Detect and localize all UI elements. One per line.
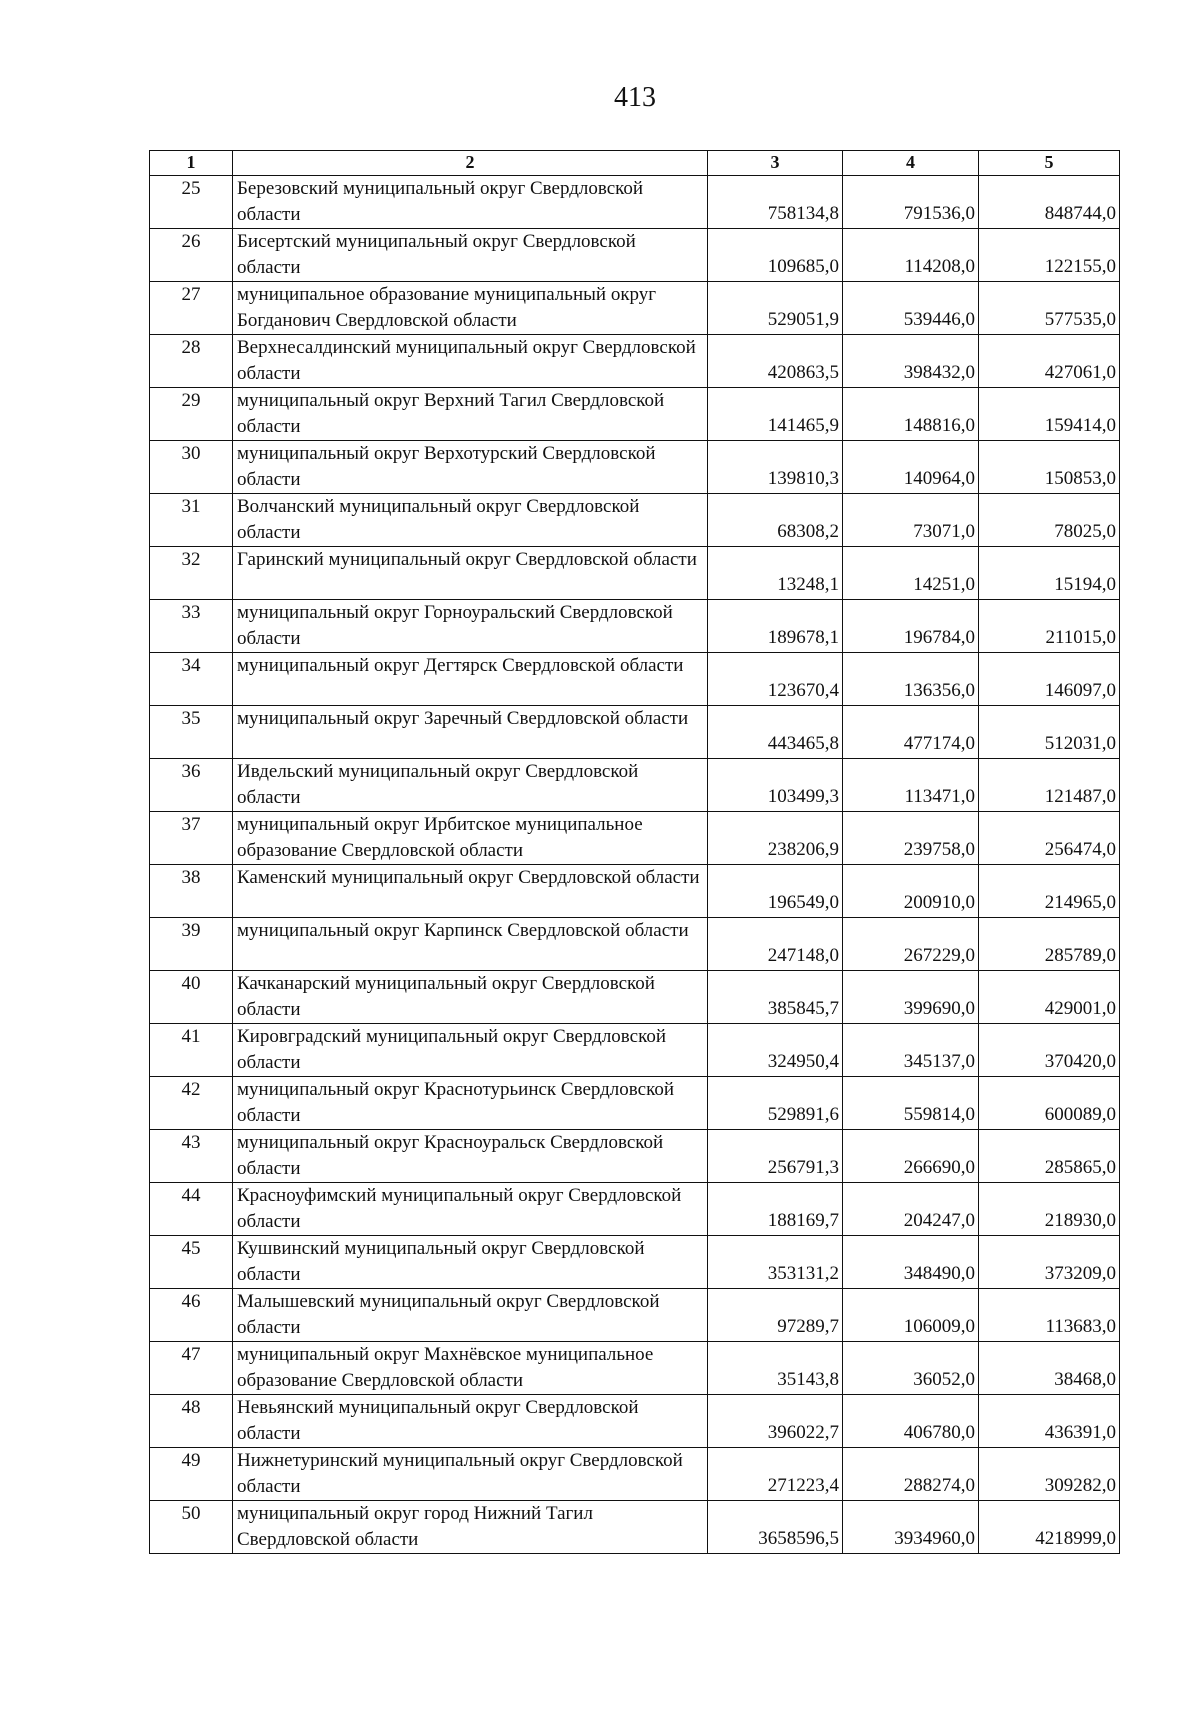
- header-col-2: 2: [233, 151, 708, 176]
- value-col-3: 529051,9: [708, 282, 843, 335]
- table-row: [150, 1289, 1120, 1342]
- value-col-5: 512031,0: [979, 706, 1120, 759]
- value-col-4: 106009,0: [843, 1289, 979, 1342]
- value-col-3: 189678,1: [708, 600, 843, 653]
- value-col-3: 529891,6: [708, 1077, 843, 1130]
- value-col-5: 600089,0: [979, 1077, 1120, 1130]
- value-col-5: 211015,0: [979, 600, 1120, 653]
- municipality-name: Верхнесалдинский муниципальный округ Свердловской области: [233, 335, 708, 388]
- row-number: 46: [150, 1289, 233, 1342]
- value-col-5: 373209,0: [979, 1236, 1120, 1289]
- value-col-3: 247148,0: [708, 918, 843, 971]
- municipality-name: Кировградский муниципальный округ Свердловской области: [233, 1024, 708, 1077]
- municipality-name: Кушвинский муниципальный округ Свердловской области: [233, 1236, 708, 1289]
- municipality-name: Волчанский муниципальный округ Свердловской области: [233, 494, 708, 547]
- value-col-3: 256791,3: [708, 1130, 843, 1183]
- row-number: 44: [150, 1183, 233, 1236]
- value-col-5: 285789,0: [979, 918, 1120, 971]
- value-col-4: 477174,0: [843, 706, 979, 759]
- municipality-name: муниципальный округ Верхотурский Свердловской области: [233, 441, 708, 494]
- table-row: [150, 653, 1120, 706]
- value-col-5: 427061,0: [979, 335, 1120, 388]
- table-row: [150, 812, 1120, 865]
- value-col-5: 429001,0: [979, 971, 1120, 1024]
- budget-table: [149, 150, 1120, 1554]
- table-row: [150, 547, 1120, 600]
- value-col-3: 35143,8: [708, 1342, 843, 1395]
- value-col-5: 122155,0: [979, 229, 1120, 282]
- table-row: [150, 918, 1120, 971]
- table-row: [150, 1448, 1120, 1501]
- value-col-5: 577535,0: [979, 282, 1120, 335]
- table-row: [150, 1077, 1120, 1130]
- value-col-4: 114208,0: [843, 229, 979, 282]
- value-col-3: 758134,8: [708, 176, 843, 229]
- row-number: 36: [150, 759, 233, 812]
- value-col-5: 78025,0: [979, 494, 1120, 547]
- table-row: [150, 1342, 1120, 1395]
- table-row: [150, 600, 1120, 653]
- value-col-5: 121487,0: [979, 759, 1120, 812]
- municipality-name: Ивдельский муниципальный округ Свердловской области: [233, 759, 708, 812]
- table-row: [150, 1024, 1120, 1077]
- value-col-4: 73071,0: [843, 494, 979, 547]
- value-col-5: 159414,0: [979, 388, 1120, 441]
- row-number: 42: [150, 1077, 233, 1130]
- value-col-4: 14251,0: [843, 547, 979, 600]
- table-row: [150, 1395, 1120, 1448]
- value-col-4: 200910,0: [843, 865, 979, 918]
- row-number: 47: [150, 1342, 233, 1395]
- row-number: 32: [150, 547, 233, 600]
- value-col-3: 103499,3: [708, 759, 843, 812]
- value-col-3: 238206,9: [708, 812, 843, 865]
- value-col-4: 204247,0: [843, 1183, 979, 1236]
- value-col-4: 288274,0: [843, 1448, 979, 1501]
- municipality-name: муниципальный округ Краснотурьинск Свердловской области: [233, 1077, 708, 1130]
- value-col-5: 15194,0: [979, 547, 1120, 600]
- value-col-5: 214965,0: [979, 865, 1120, 918]
- value-col-4: 267229,0: [843, 918, 979, 971]
- row-number: 45: [150, 1236, 233, 1289]
- municipality-name: муниципальное образование муниципальный округ Богданович Свердловской области: [233, 282, 708, 335]
- row-number: 41: [150, 1024, 233, 1077]
- row-number: 34: [150, 653, 233, 706]
- value-col-3: 139810,3: [708, 441, 843, 494]
- municipality-name: Бисертский муниципальный округ Свердловской области: [233, 229, 708, 282]
- value-col-4: 406780,0: [843, 1395, 979, 1448]
- value-col-3: 3658596,5: [708, 1501, 843, 1554]
- table-row: [150, 335, 1120, 388]
- value-col-4: 266690,0: [843, 1130, 979, 1183]
- municipality-name: муниципальный округ Ирбитское муниципальное образование Свердловской области: [233, 812, 708, 865]
- row-number: 33: [150, 600, 233, 653]
- municipality-name: Березовский муниципальный округ Свердловской области: [233, 176, 708, 229]
- value-col-3: 188169,7: [708, 1183, 843, 1236]
- municipality-name: Каменский муниципальный округ Свердловской области: [233, 865, 708, 918]
- row-number: 39: [150, 918, 233, 971]
- value-col-4: 113471,0: [843, 759, 979, 812]
- table-row: [150, 1183, 1120, 1236]
- row-number: 50: [150, 1501, 233, 1554]
- header-col-4: 4: [843, 151, 979, 176]
- row-number: 26: [150, 229, 233, 282]
- value-col-4: 196784,0: [843, 600, 979, 653]
- value-col-3: 396022,7: [708, 1395, 843, 1448]
- value-col-4: 148816,0: [843, 388, 979, 441]
- row-number: 31: [150, 494, 233, 547]
- municipality-name: муниципальный округ Красноуральск Свердловской области: [233, 1130, 708, 1183]
- municipality-name: муниципальный округ Горноуральский Свердловской области: [233, 600, 708, 653]
- row-number: 30: [150, 441, 233, 494]
- value-col-5: 38468,0: [979, 1342, 1120, 1395]
- value-col-3: 420863,5: [708, 335, 843, 388]
- municipality-name: муниципальный округ Верхний Тагил Свердловской области: [233, 388, 708, 441]
- table-header-row: [150, 151, 1120, 176]
- value-col-5: 218930,0: [979, 1183, 1120, 1236]
- municipality-name: муниципальный округ Махнёвское муниципальное образование Свердловской области: [233, 1342, 708, 1395]
- value-col-4: 3934960,0: [843, 1501, 979, 1554]
- municipality-name: Невьянский муниципальный округ Свердловской области: [233, 1395, 708, 1448]
- table-row: [150, 388, 1120, 441]
- municipality-name: Качканарский муниципальный округ Свердловской области: [233, 971, 708, 1024]
- municipality-name: Гаринский муниципальный округ Свердловской области: [233, 547, 708, 600]
- municipality-name: Малышевский муниципальный округ Свердловской области: [233, 1289, 708, 1342]
- value-col-5: 848744,0: [979, 176, 1120, 229]
- value-col-3: 385845,7: [708, 971, 843, 1024]
- table-row: [150, 1130, 1120, 1183]
- page-number: 413: [614, 82, 656, 113]
- row-number: 43: [150, 1130, 233, 1183]
- value-col-5: 370420,0: [979, 1024, 1120, 1077]
- table-row: [150, 229, 1120, 282]
- table-row: [150, 865, 1120, 918]
- value-col-4: 791536,0: [843, 176, 979, 229]
- municipality-name: Нижнетуринский муниципальный округ Свердловской области: [233, 1448, 708, 1501]
- municipality-name: муниципальный округ город Нижний Тагил Свердловской области: [233, 1501, 708, 1554]
- value-col-3: 443465,8: [708, 706, 843, 759]
- table-row: [150, 176, 1120, 229]
- value-col-4: 239758,0: [843, 812, 979, 865]
- value-col-3: 97289,7: [708, 1289, 843, 1342]
- row-number: 48: [150, 1395, 233, 1448]
- municipality-name: муниципальный округ Дегтярск Свердловской области: [233, 653, 708, 706]
- value-col-3: 196549,0: [708, 865, 843, 918]
- value-col-3: 109685,0: [708, 229, 843, 282]
- value-col-5: 113683,0: [979, 1289, 1120, 1342]
- value-col-4: 539446,0: [843, 282, 979, 335]
- table-row: [150, 971, 1120, 1024]
- value-col-3: 324950,4: [708, 1024, 843, 1077]
- row-number: 25: [150, 176, 233, 229]
- table-row: [150, 1501, 1120, 1554]
- value-col-5: 285865,0: [979, 1130, 1120, 1183]
- value-col-4: 348490,0: [843, 1236, 979, 1289]
- value-col-5: 256474,0: [979, 812, 1120, 865]
- value-col-4: 36052,0: [843, 1342, 979, 1395]
- row-number: 40: [150, 971, 233, 1024]
- header-col-3: 3: [708, 151, 843, 176]
- value-col-4: 140964,0: [843, 441, 979, 494]
- table-row: [150, 494, 1120, 547]
- value-col-5: 309282,0: [979, 1448, 1120, 1501]
- value-col-4: 136356,0: [843, 653, 979, 706]
- row-number: 38: [150, 865, 233, 918]
- table-row: [150, 706, 1120, 759]
- value-col-5: 4218999,0: [979, 1501, 1120, 1554]
- value-col-4: 398432,0: [843, 335, 979, 388]
- row-number: 29: [150, 388, 233, 441]
- value-col-3: 141465,9: [708, 388, 843, 441]
- value-col-4: 399690,0: [843, 971, 979, 1024]
- row-number: 49: [150, 1448, 233, 1501]
- table-row: [150, 759, 1120, 812]
- header-col-5: 5: [979, 151, 1120, 176]
- table-row: [150, 441, 1120, 494]
- table-row: [150, 282, 1120, 335]
- value-col-4: 345137,0: [843, 1024, 979, 1077]
- value-col-3: 13248,1: [708, 547, 843, 600]
- header-col-1: 1: [150, 151, 233, 176]
- row-number: 35: [150, 706, 233, 759]
- value-col-3: 68308,2: [708, 494, 843, 547]
- value-col-3: 353131,2: [708, 1236, 843, 1289]
- value-col-3: 123670,4: [708, 653, 843, 706]
- value-col-5: 150853,0: [979, 441, 1120, 494]
- row-number: 27: [150, 282, 233, 335]
- municipality-name: муниципальный округ Карпинск Свердловской области: [233, 918, 708, 971]
- municipality-name: Красноуфимский муниципальный округ Свердловской области: [233, 1183, 708, 1236]
- municipality-name: муниципальный округ Заречный Свердловской области: [233, 706, 708, 759]
- row-number: 37: [150, 812, 233, 865]
- table-row: [150, 1236, 1120, 1289]
- value-col-4: 559814,0: [843, 1077, 979, 1130]
- value-col-3: 271223,4: [708, 1448, 843, 1501]
- row-number: 28: [150, 335, 233, 388]
- value-col-5: 436391,0: [979, 1395, 1120, 1448]
- value-col-5: 146097,0: [979, 653, 1120, 706]
